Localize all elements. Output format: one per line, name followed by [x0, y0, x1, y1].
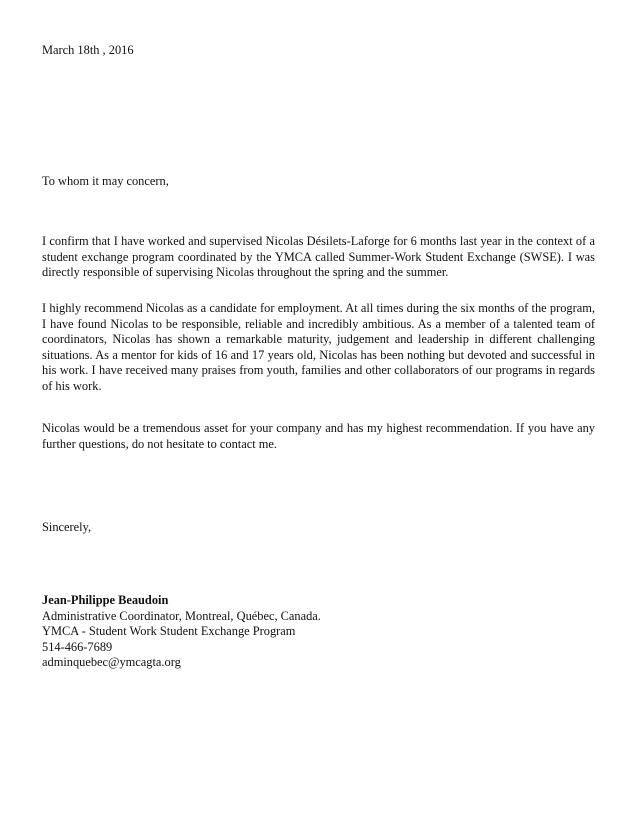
- signer-title: Administrative Coordinator, Montreal, Québec, Canada.: [42, 608, 321, 623]
- letter-paragraph-3: Nicolas would be a tremendous asset for your company and has my highest recommendation. If you have any further questions, do not hesitate to contact me.: [42, 421, 595, 451]
- signature-block: [42, 593, 562, 671]
- signer-phone: 514-466-7689: [42, 639, 113, 654]
- signer-email: adminquebec@ymcagta.org: [42, 655, 181, 669]
- letter-salutation: To whom it may concern,: [42, 174, 169, 188]
- letter-paragraph-2: I highly recommend Nicolas as a candidate for employment. At all times during the six months of the program, I have found Nicolas to be responsible, reliable and incredibly ambitious. As a member of a talented team of coordinators, Nicolas has shown a remarkable maturity, judgement and leadership in different challenging situations. As a mentor for kids of 16 and 17 years old, Nicolas has been nothing but devoted and successful in his work. I have received many praises from youth, families and other collaborators of our programs in regards of his work.: [42, 301, 595, 393]
- letter-paragraph-1: I confirm that I have worked and supervised Nicolas Désilets-Laforge for 6 months last year in the context of a student exchange program coordinated by the YMCA called Summer-Work Student Exchange (SWSE). I was directly responsible of supervising Nicolas throughout the spring and the summer.: [42, 234, 595, 279]
- letter-date: March 18th , 2016: [42, 43, 134, 57]
- signer-organization: YMCA - Student Work Student Exchange Program: [42, 624, 296, 638]
- letter-closing: Sincerely,: [42, 520, 92, 534]
- signer-name: Jean-Philippe Beaudoin: [42, 593, 169, 607]
